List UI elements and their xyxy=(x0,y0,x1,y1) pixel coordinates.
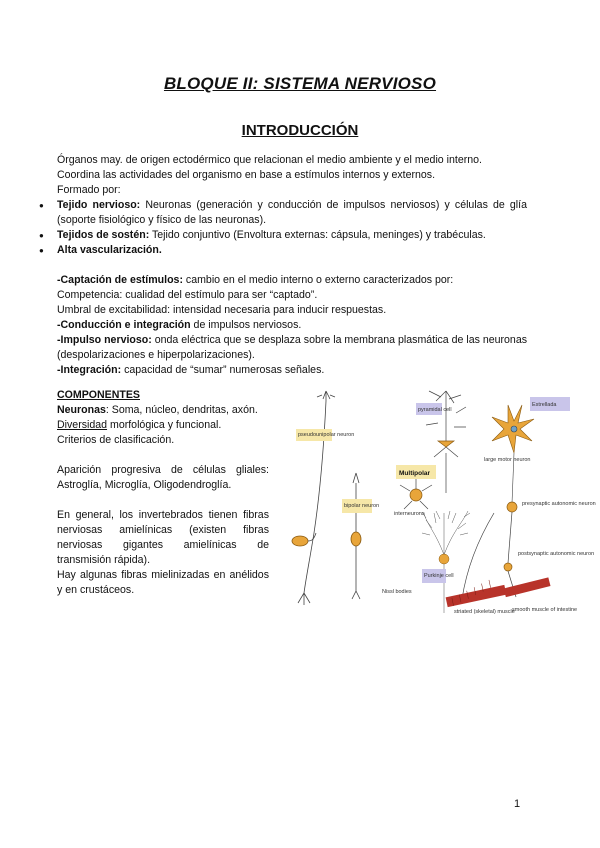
smooth-label: smooth muscle of intestine xyxy=(512,607,578,613)
list-item-term: Alta vascularización. xyxy=(57,244,162,256)
impulso-term: -Impulso nervioso: xyxy=(57,334,152,346)
captacion-text: cambio en el medio interno o externo caracterizados por: xyxy=(182,274,454,286)
document-title: BLOQUE II: SISTEMA NERVIOSO xyxy=(163,74,437,93)
intro-line-3: Formado por: xyxy=(57,184,121,196)
list-item xyxy=(57,243,527,258)
large-motor-label: large motor neuron xyxy=(484,457,531,463)
large-motor-neuron xyxy=(492,405,534,503)
conduccion-line xyxy=(57,318,527,333)
bipolar-neuron xyxy=(351,473,361,599)
page-number: 1 xyxy=(514,798,521,810)
diversidad-text: morfológica y funcional. xyxy=(107,419,222,431)
invertebrados-paragraph: En general, los invertebrados tienen fibras nerviosas amielínicas (existen fibras nerviosas gigantes amielínicas de transmisión rápida). xyxy=(57,509,269,566)
intro-section xyxy=(57,153,527,378)
purkinje-label: Purkinje cell xyxy=(424,573,454,579)
bipolar-label: bipolar neuron xyxy=(344,503,380,509)
list-item-term: Tejido nervioso: xyxy=(57,199,141,211)
striated-muscle xyxy=(446,580,507,607)
list-item-text: Tejido conjuntivo (Envoltura externas: cápsula, meninges) y trabéculas. xyxy=(149,229,486,241)
impulso-line xyxy=(57,333,527,363)
estrellada-label: Estrellada xyxy=(532,402,557,408)
postsynaptic-label: postsynaptic autonomic neuron xyxy=(518,551,595,557)
intro-line-2: Coordina las actividades del organismo en base a estímulos internos y externos. xyxy=(57,169,436,181)
mielinizadas-paragraph: Hay algunas fibras mielinizadas en anélidos y en crustáceos. xyxy=(57,569,269,596)
criterios-line: Criterios de clasificación. xyxy=(57,434,175,446)
competencia-line: Competencia: cualidad del estímulo para ser “captado”. xyxy=(57,289,318,301)
umbral-line: Umbral de excitabilidad: intensidad necesaria para inducir respuestas. xyxy=(57,304,387,316)
pyramidal-label: pyramidal cell xyxy=(418,407,452,413)
neuronas-line xyxy=(57,403,269,418)
conduccion-text: de impulsos nerviosos. xyxy=(190,319,302,331)
pseudounipolar-neuron xyxy=(292,391,335,605)
striated-label: striated (skeletal) muscle xyxy=(454,609,515,615)
impulso-text: onda eléctrica que se desplaza sobre la membrana plasmática de las neuronas (despolarizaciones e hiperpolarizaciones). xyxy=(57,334,528,361)
neuronas-term: Neuronas xyxy=(57,404,106,416)
interneurons-label: interneurons xyxy=(394,511,425,517)
list-item xyxy=(57,228,527,243)
pseudounipolar-label: pseudounipolar neuron xyxy=(298,432,355,438)
integracion-term: -Integración: xyxy=(57,364,122,376)
neuronas-text: : Soma, núcleo, dendritas, axón. xyxy=(105,404,258,416)
multipolar-label: Multipolar xyxy=(399,470,431,477)
componentes-section xyxy=(57,388,269,598)
section-title: INTRODUCCIÓN xyxy=(241,122,359,139)
integracion-line xyxy=(57,363,527,378)
captacion-term: -Captación de estímulos: xyxy=(57,274,183,286)
neuron-types-figure xyxy=(286,383,596,623)
componentes-heading: COMPONENTES xyxy=(57,389,140,401)
multipolar-interneuron xyxy=(400,479,432,509)
list-item xyxy=(57,198,527,228)
captacion-line xyxy=(57,273,527,288)
autonomic-neurons xyxy=(462,502,517,599)
presynaptic-label: presynaptic autonomic neuron xyxy=(522,501,596,507)
diversidad-line xyxy=(57,418,269,433)
composition-list xyxy=(57,198,527,258)
list-item-term: Tejidos de sostén: xyxy=(57,229,150,241)
conduccion-term: -Conducción e integración xyxy=(57,319,191,331)
intro-line-1: Órganos may. de origen ectodérmico que relacionan el medio ambiente y el medio interno. xyxy=(57,154,482,166)
integracion-text: capacidad de “sumar” numerosas señales. xyxy=(121,364,325,376)
nissl-label: Nissl bodies xyxy=(382,589,412,595)
list-item-text: Neuronas (generación y conducción de impulsos nerviosos) y células de glía (soporte fisiológico y físico de las neuronas). xyxy=(57,199,527,226)
gliales-paragraph: Aparición progresiva de células gliales: Astroglía, Microglía, Oligodendroglía. xyxy=(57,464,269,491)
diversidad-term: Diversidad xyxy=(57,419,108,431)
